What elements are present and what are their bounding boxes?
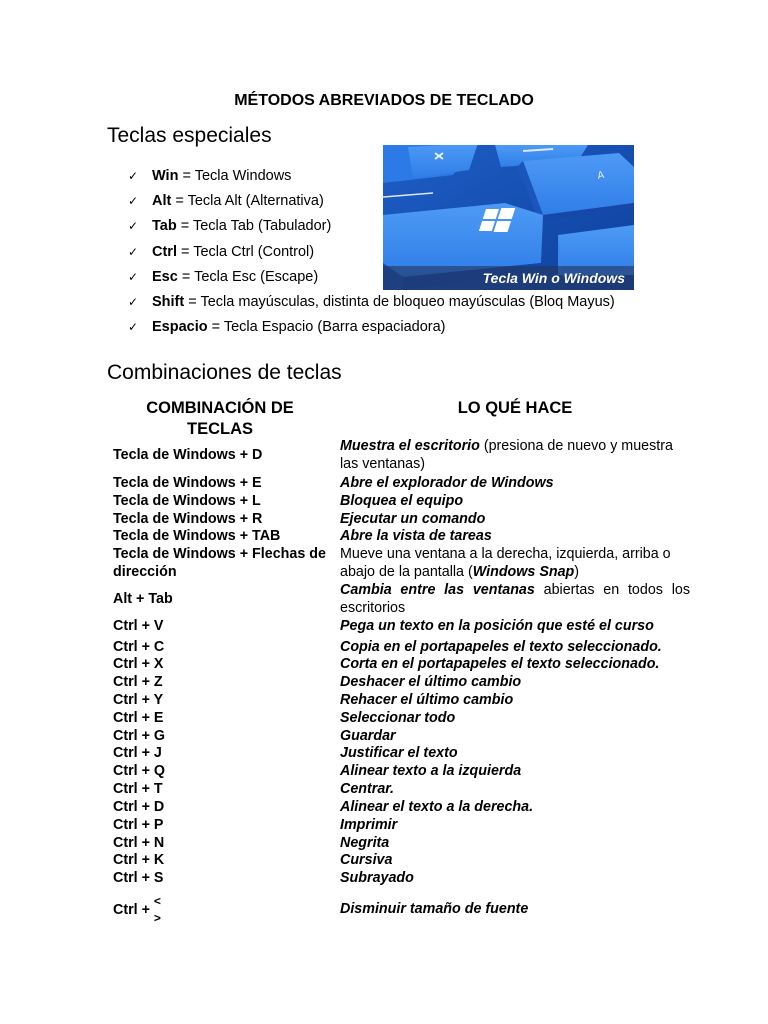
special-key-name: Win: [152, 168, 179, 184]
shortcut-keys: [113, 528, 340, 546]
shortcut-description: [340, 511, 690, 529]
shortcut-keys-text: Tecla de Windows + TAB: [113, 528, 281, 545]
shortcut-description: [340, 618, 690, 636]
shortcut-keys-text: Ctrl + J: [113, 745, 162, 762]
table-row: [113, 546, 690, 582]
windows-key-photo: [383, 145, 634, 290]
description-emphasis: Deshacer el último cambio: [340, 674, 522, 691]
shortcut-keys-text: Ctrl + E: [113, 710, 164, 727]
description-emphasis: Centrar.: [340, 781, 395, 798]
shortcut-keys: [113, 591, 340, 609]
table-row: [113, 493, 690, 511]
special-key-name: Alt: [152, 193, 172, 210]
shortcut-keys-text: Tecla de Windows + D: [113, 447, 263, 464]
checkmark-icon: ✓: [128, 244, 139, 259]
shortcut-keys-text: Ctrl + X: [113, 656, 164, 673]
checkmark-icon: ✓: [128, 294, 139, 309]
shortcut-keys: [113, 475, 340, 493]
description-emphasis: Guardar: [340, 728, 396, 745]
shortcut-description: [340, 781, 690, 799]
shortcut-keys: [113, 511, 340, 529]
svg-text:A: A: [596, 169, 606, 182]
shortcut-keys-text: Alt + Tab: [113, 591, 173, 608]
shortcut-keys: [113, 817, 340, 835]
description-emphasis: Alinear el texto a la derecha.: [340, 799, 534, 816]
shortcut-keys-text: Ctrl + V: [113, 618, 164, 635]
special-key-description: = Tecla Espacio (Barra espaciadora): [207, 319, 446, 336]
checkmark-icon: ✓: [128, 169, 139, 183]
shortcut-description: [340, 817, 690, 835]
description-emphasis: Negrita: [340, 835, 390, 852]
table-row: [113, 745, 690, 763]
shortcut-keys: [113, 763, 340, 781]
table-row: [113, 582, 690, 618]
shortcut-description: [340, 546, 690, 581]
table-row: [113, 710, 690, 728]
column-header-combination: COMBINACIÓN DE TECLAS: [146, 399, 294, 438]
shortcut-description: [340, 438, 690, 473]
shortcut-description: [340, 763, 690, 781]
table-row: [113, 692, 690, 710]
special-keys-heading: Teclas especiales: [107, 124, 272, 147]
table-row: [113, 438, 690, 474]
shortcut-keys-text: Ctrl + T: [113, 781, 163, 798]
shortcut-keys: [113, 546, 340, 581]
special-key-item: [128, 292, 615, 317]
photo-caption: Tecla Win o Windows: [383, 266, 634, 290]
column-header-action: LO QUÉ HACE: [457, 399, 573, 417]
shortcut-key-stack: [154, 893, 168, 927]
shortcut-keys-text: Tecla de Windows + E: [113, 475, 262, 492]
shortcut-keys: [113, 710, 340, 728]
description-emphasis: Copia en el portapapeles el texto seleccionado.: [340, 639, 662, 656]
description-emphasis: Ejecutar un comando: [340, 511, 486, 528]
special-key-name: Esc: [152, 268, 178, 285]
description-emphasis: Justificar el texto: [340, 745, 458, 762]
special-key-item: [128, 317, 615, 342]
stacked-key: >: [153, 911, 161, 925]
special-key-name: Shift: [152, 293, 185, 310]
shortcut-keys: [113, 692, 340, 710]
shortcut-description: [340, 852, 690, 870]
special-key-name: Ctrl: [152, 243, 177, 260]
description-emphasis: Bloquea el equipo: [340, 493, 464, 510]
description-emphasis: Abre el explorador de Windows: [340, 475, 554, 492]
shortcut-keys-text: Ctrl + D: [113, 799, 165, 816]
shortcut-description: [340, 528, 690, 546]
shortcut-keys-text: Ctrl + N: [113, 835, 165, 852]
table-row: [113, 528, 690, 546]
table-row: [113, 639, 690, 657]
checkmark-icon: ✓: [128, 219, 139, 234]
table-row: [113, 674, 690, 692]
shortcut-keys-text: Ctrl + Q: [113, 763, 166, 780]
shortcut-description: [340, 639, 690, 657]
checkmark-icon: ✓: [128, 194, 139, 209]
shortcut-keys: [113, 799, 340, 817]
table-row: [113, 475, 690, 493]
shortcut-keys: [113, 656, 340, 674]
shortcut-description: [340, 710, 690, 728]
shortcut-keys: [113, 835, 340, 853]
shortcut-keys: [113, 493, 340, 511]
description-text: (presiona de nuevo y muestra las ventanas): [340, 438, 673, 472]
shortcut-keys: [113, 447, 340, 465]
description-text: Mueve una ventana a la derecha, izquierda, arriba o abajo de la pantalla (: [340, 546, 671, 580]
shortcut-keys: [113, 674, 340, 692]
shortcut-keys: [113, 618, 340, 636]
shortcut-keys-text: Ctrl + S: [113, 870, 164, 887]
special-key-description: = Tecla mayúsculas, distinta de bloqueo mayúsculas (Bloq Mayus): [184, 293, 615, 310]
shortcut-keys: [113, 870, 340, 888]
document-title: MÉTODOS ABREVIADOS DE TECLADO: [234, 92, 534, 109]
combinations-heading: Combinaciones de teclas: [107, 361, 342, 384]
description-emphasis: Subrayado: [340, 870, 414, 887]
stacked-key: <: [153, 894, 161, 908]
description-text: ): [574, 564, 580, 580]
description-emphasis: Abre la vista de tareas: [340, 528, 492, 545]
table-row: [113, 852, 690, 870]
description-emphasis: Imprimir: [340, 817, 398, 834]
shortcut-description: [340, 582, 690, 617]
table-row: [113, 656, 690, 674]
description-emphasis: Seleccionar todo: [340, 710, 456, 727]
shortcut-keys: [113, 781, 340, 799]
table-row: [113, 817, 690, 835]
shortcut-keys: [113, 893, 340, 927]
description-emphasis: Alinear texto a la izquierda: [340, 763, 522, 780]
description-emphasis: Disminuir tamaño de fuente: [340, 901, 529, 918]
shortcut-description: [340, 674, 690, 692]
special-key-description: = Tecla Ctrl (Control): [176, 243, 315, 260]
shortcut-keys-text: Ctrl + K: [113, 852, 165, 869]
table-row: [113, 799, 690, 817]
shortcut-description: [340, 835, 690, 853]
description-emphasis: Cambia entre las ventanas: [340, 582, 535, 599]
checkmark-icon: ✓: [128, 320, 139, 335]
description-text: abiertas en todos los escritorios: [340, 582, 690, 616]
checkmark-icon: ✓: [128, 269, 139, 284]
shortcut-keys-text: Ctrl + C: [113, 639, 165, 656]
shortcut-keys-text: Ctrl + Y: [113, 692, 164, 709]
shortcut-keys: [113, 745, 340, 763]
table-row: [113, 870, 690, 888]
shortcut-keys: [113, 728, 340, 746]
description-emphasis: Pega un texto en la posición que esté el curso: [340, 618, 654, 635]
shortcut-keys: [113, 852, 340, 870]
special-key-description: = Tecla Windows: [178, 168, 292, 184]
shortcut-description: [340, 656, 690, 674]
shortcut-description: [340, 870, 690, 888]
description-emphasis: Muestra el escritorio: [340, 438, 480, 455]
shortcut-keys-text: Ctrl + G: [113, 728, 166, 745]
shortcut-keys-text: Tecla de Windows + R: [113, 511, 263, 528]
shortcut-keys-text: Ctrl + P: [113, 817, 164, 834]
table-row: [113, 835, 690, 853]
shortcut-keys-text: Ctrl + Z: [113, 674, 163, 691]
description-emphasis: Windows Snap: [472, 564, 575, 580]
description-emphasis: Corta en el portapapeles el texto seleccionado.: [340, 656, 660, 673]
shortcut-description: [340, 799, 690, 817]
table-row: [113, 892, 690, 928]
table-row: [113, 781, 690, 799]
special-key-description: = Tecla Tab (Tabulador): [176, 218, 332, 235]
shortcut-description: [340, 692, 690, 710]
shortcut-keys-text: Tecla de Windows + L: [113, 493, 261, 510]
special-key-name: Tab: [152, 218, 177, 235]
shortcut-keys-text: Tecla de Windows + Flechas de dirección: [113, 546, 326, 580]
shortcut-description: [340, 475, 690, 493]
table-row: [113, 511, 690, 529]
special-key-description: = Tecla Alt (Alternativa): [171, 193, 324, 210]
shortcut-description: [340, 901, 690, 919]
description-emphasis: Rehacer el último cambio: [340, 692, 514, 709]
special-key-description: = Tecla Esc (Escape): [177, 268, 319, 285]
description-emphasis: Cursiva: [340, 852, 393, 869]
table-row: [113, 763, 690, 781]
shortcut-keys-text: Ctrl +: [113, 901, 154, 918]
shortcut-description: [340, 728, 690, 746]
special-key-name: Espacio: [152, 319, 208, 336]
shortcut-description: [340, 745, 690, 763]
shortcut-keys: [113, 639, 340, 657]
table-row: [113, 728, 690, 746]
table-row: [113, 618, 690, 636]
shortcut-description: [340, 493, 690, 511]
